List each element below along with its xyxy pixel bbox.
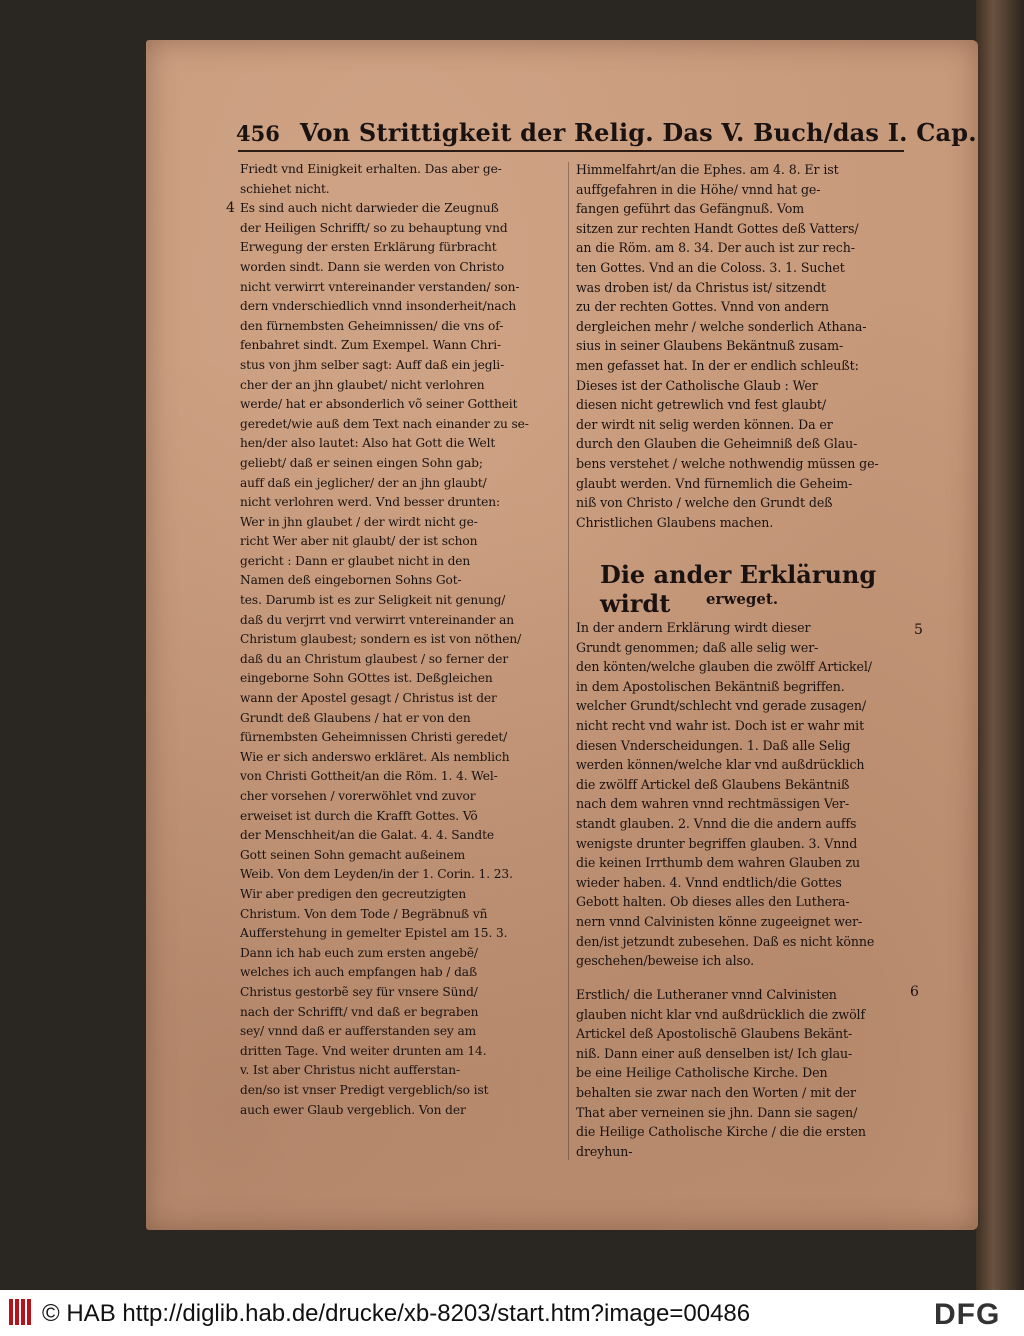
left-column-line: Namen deß eingebornen Sohns Got-	[240, 573, 462, 588]
right-column-mid-line: in dem Apostolischen Bekäntniß begriffen.	[576, 678, 845, 694]
right-column-mid-line: nern vnnd Calvinisten könne zugeeignet wer-	[576, 913, 863, 929]
left-column-line: dritten Tage. Vnd weiter drunten am 14.	[240, 1043, 487, 1058]
right-column-bottom-line: Erstlich/ die Lutheraner vnnd Calvinisten	[576, 987, 837, 1002]
right-column-mid-line: nicht recht vnd wahr ist. Doch ist er wahr mit	[576, 717, 865, 733]
right-text-column-top	[576, 160, 906, 532]
left-column-line: Wer in jhn glaubet / der wirdt nicht ge-	[240, 514, 478, 529]
right-column-mid-line: standt glauben. 2. Vnnd die die andern auffs	[576, 815, 857, 831]
left-column-line: Weib. Von dem Leyden/in der 1. Corin. 1. 23.	[240, 867, 513, 882]
left-column-line: gericht : Dann er glaubet nicht in den	[240, 553, 471, 568]
left-column-line: cher vorsehen / vorerwöhlet vnd zuvor	[240, 789, 476, 803]
right-column-top-line: sitzen zur rechten Handt Gottes deß Vatters/	[576, 220, 859, 236]
left-column-line: tes. Darumb ist es zur Seligkeit nit genung/	[240, 593, 506, 608]
right-column-top-line: an die Röm. am 8. 34. Der auch ist zur rech-	[576, 240, 855, 256]
left-column-line: Christum. Von dem Tode / Begräbnuß vñ	[240, 906, 488, 921]
right-column-top-line: niß von Christo / welche den Grundt deß	[576, 495, 833, 511]
right-column-top-line: dergleichen mehr / welche sonderlich Athana-	[576, 318, 867, 334]
dfg-logo: DFG	[934, 1298, 1001, 1331]
right-column-mid-line: nach dem wahren vnnd rechtmässigen Ver-	[576, 796, 850, 812]
left-column-line: stus von jhm selber sagt: Auff daß ein jegli-	[240, 357, 505, 372]
left-column-line: dern vnderschiedlich vnnd insonderheit/nach	[240, 299, 517, 314]
left-column-line: erweiset ist durch die Krafft Gottes. Võ	[240, 808, 478, 823]
left-column-line: geliebt/ daß er seinen eingen Sohn gab;	[240, 455, 483, 470]
footer-copyright-url[interactable]: © HAB http://diglib.hab.de/drucke/xb-8203/start.htm?image=00486	[42, 1300, 751, 1327]
left-column-line: hen/der also lautet: Also hat Gott die Welt	[240, 436, 496, 451]
right-column-top-line: Christlichen Glaubens machen.	[576, 514, 774, 530]
right-column-bottom-line: Artickel deß Apostolischẽ Glaubens Bekänt-	[576, 1026, 853, 1042]
right-column-top-line: bens verstehet / welche nothwendig müssen ge-	[576, 455, 879, 471]
right-column-mid-line: die zwölff Artickel deß Glaubens Bekäntniß	[576, 776, 850, 792]
right-column-bottom-line: die Heilige Catholische Kirche / die die ersten	[576, 1124, 866, 1140]
right-column-top-line: ten Gottes. Vnd an die Coloss. 3. 1. Suchet	[576, 259, 845, 275]
right-column-mid-line: In der andern Erklärung wirdt dieser	[576, 620, 811, 635]
left-column-line: Wir aber predigen den gecreutzigten	[240, 886, 467, 901]
next-page-edge	[976, 0, 1024, 1290]
left-column-line: daß du an Christum glaubest / so ferner der	[240, 651, 509, 666]
right-text-column-mid	[576, 618, 906, 971]
right-column-bottom-line: glauben nicht klar vnd außdrücklich die zwölf	[576, 1006, 866, 1022]
left-column-line: auch ewer Glaub vergeblich. Von der	[240, 1102, 466, 1117]
right-column-bottom-line: dreyhun-	[576, 1143, 633, 1159]
right-column-mid-line: wenigste drunter begriffen glauben. 3. Vnnd	[576, 835, 858, 851]
right-column-top-line: diesen nicht getrewlich vnd fest glaubt/	[576, 397, 826, 413]
right-column-top-line: sius in seiner Glaubens Bekäntnuß zusam-	[576, 338, 844, 354]
right-column-mid-line: werden können/welche klar vnd außdrücklich	[576, 757, 865, 773]
left-column-line: nach der Schrifft/ vnd daß er begraben	[240, 1004, 479, 1019]
left-column-line: Gott seinen Sohn gemacht außeinem	[240, 847, 466, 862]
left-column-line: Grundt deß Glaubens / hat er von den	[240, 710, 471, 725]
left-column-line: nicht verlohren werd. Vnd besser drunten:	[240, 495, 501, 510]
left-column-line: Christus gestorbẽ sey für vnsere Sünd/	[240, 984, 478, 999]
right-column-bottom-line: be eine Heilige Catholische Kirche. Den	[576, 1065, 828, 1081]
running-head: Von Strittigkeit der Relig. Das V. Buch/das I. Cap.	[299, 118, 977, 147]
right-text-column-bottom	[576, 985, 906, 1161]
left-column-line: Friedt vnd Einigkeit erhalten. Das aber ge-	[240, 162, 502, 176]
right-column-bottom-line: That aber verneinen sie jhn. Dann sie sagen/	[576, 1104, 858, 1120]
left-column-line: eingeborne Sohn GOttes ist. Deßgleichen	[240, 671, 493, 686]
left-column-line: Erwegung der ersten Erklärung fürbracht	[240, 240, 497, 255]
left-column-line: fenbahret sindt. Zum Exempel. Wann Chri-	[240, 338, 502, 353]
left-column-line: schiehet nicht.	[240, 181, 330, 196]
left-column-line: fürnembsten Geheimnissen Christi geredet/	[240, 730, 508, 745]
right-column-mid-line: Grundt genommen; daß alle selig wer-	[576, 639, 819, 655]
right-column-mid-line: welcher Grundt/schlecht vnd gerade zusagen/	[576, 698, 867, 714]
page-header	[236, 118, 977, 154]
right-column-bottom-line: behalten sie zwar nach den Worten / mit der	[576, 1084, 856, 1100]
right-column-top-line: men gefasset hat. In der er endlich schleußt:	[576, 357, 859, 373]
left-column-line: der Heiligen Schrifft/ so zu behauptung vnd	[240, 220, 508, 235]
right-column-mid-line: geschehen/beweise ich also.	[576, 953, 755, 969]
section-subheading: erweget.	[706, 590, 779, 608]
left-column-line: daß du verjrrt vnd verwirrt vntereinander an	[240, 612, 514, 627]
left-column-line: den/so ist vnser Predigt vergeblich/so ist	[240, 1082, 489, 1097]
left-column-line: Es sind auch nicht darwieder die Zeugnuß	[240, 201, 499, 216]
right-column-top-line: was droben ist/ da Christus ist/ sitzendt	[576, 279, 826, 295]
right-column-mid-line: die keinen Irrthumb dem wahren Glauben zu	[576, 855, 861, 871]
left-column-line: sey/ vnnd daß er aufferstanden sey am	[240, 1024, 477, 1039]
column-divider	[568, 162, 569, 1160]
right-column-mid-line: den könten/welche glauben die zwölff Artickel/	[576, 659, 872, 675]
left-column-line: von Christi Gottheit/an die Röm. 1. 4. Wel-	[240, 769, 498, 784]
margin-note-5: 5	[914, 622, 923, 638]
margin-note-4: 4	[226, 200, 235, 216]
left-column-line: werde/ hat er absonderlich võ seiner Gottheit	[240, 397, 518, 412]
page-number: 456	[236, 121, 280, 146]
right-column-mid-line: wieder haben. 4. Vnnd endtlich/die Gottes	[576, 874, 842, 890]
left-column-line: der Menschheit/an die Galat. 4. 4. Sandte	[240, 828, 495, 843]
right-column-top-line: glaubt werden. Vnd fürnemlich die Geheim-	[576, 475, 853, 491]
left-column-line: Dann ich hab euch zum ersten angebẽ/	[240, 945, 478, 960]
left-column-line: Wie er sich anderswo erkläret. Als nemblich	[240, 749, 510, 764]
right-column-bottom-line: niß. Dann einer auß denselben ist/ Ich glau-	[576, 1045, 853, 1061]
left-column-line: nicht verwirrt vntereinander verstanden/ son-	[240, 279, 520, 294]
header-rule	[238, 150, 904, 152]
right-column-top-line: auffgefahren in die Höhe/ vnnd hat ge-	[576, 181, 821, 197]
hab-logo-icon	[8, 1297, 34, 1327]
left-column-line: worden sindt. Dann sie werden von Christo	[240, 259, 505, 274]
left-column-line: wann der Apostel gesagt / Christus ist der	[240, 691, 497, 706]
left-column-line: auff daß ein jeglicher/ der an jhn glaubt/	[240, 475, 487, 490]
left-text-column	[240, 160, 562, 1120]
left-column-line: den fürnembsten Geheimnissen/ die vns of-	[240, 318, 504, 333]
left-column-line: geredet/wie auß dem Text nach einander zu se-	[240, 416, 529, 431]
section-heading: Die ander Erklärung wirdt	[600, 560, 877, 618]
right-column-top-line: zu der rechten Gottes. Vnnd von andern	[576, 299, 829, 315]
left-column-line: cher der an jhn glaubet/ nicht verlohren	[240, 377, 485, 392]
left-column-line: welches ich auch empfangen hab / daß	[240, 965, 477, 980]
right-column-mid-line: diesen Vnderscheidungen. 1. Daß alle Selig	[576, 737, 851, 753]
right-column-top-line: der wirdt nit selig werden können. Da er	[576, 416, 833, 432]
margin-note-6: 6	[910, 984, 919, 1000]
right-column-top-line: durch den Glauben die Geheimniß deß Glau-	[576, 436, 858, 452]
left-column-line: v. Ist aber Christus nicht aufferstan-	[240, 1063, 460, 1078]
right-column-mid-line: den/ist jetzundt zubesehen. Daß es nicht könne	[576, 933, 875, 949]
right-column-top-line: fangen geführt das Gefängnuß. Vom	[576, 201, 805, 217]
right-column-mid-line: Gebott halten. Ob dieses alles den Luthera-	[576, 894, 850, 910]
right-column-top-line: Dieses ist der Catholische Glaub : Wer	[576, 377, 818, 393]
left-column-line: Aufferstehung in gemelter Epistel am 15. 3.	[240, 926, 508, 941]
left-column-line: richt Wer aber nit glaubt/ der ist schon	[240, 534, 478, 549]
left-column-line: Christum glaubest; sondern es ist von nöthen/	[240, 632, 522, 647]
right-column-top-line: Himmelfahrt/an die Ephes. am 4. 8. Er ist	[576, 162, 839, 177]
